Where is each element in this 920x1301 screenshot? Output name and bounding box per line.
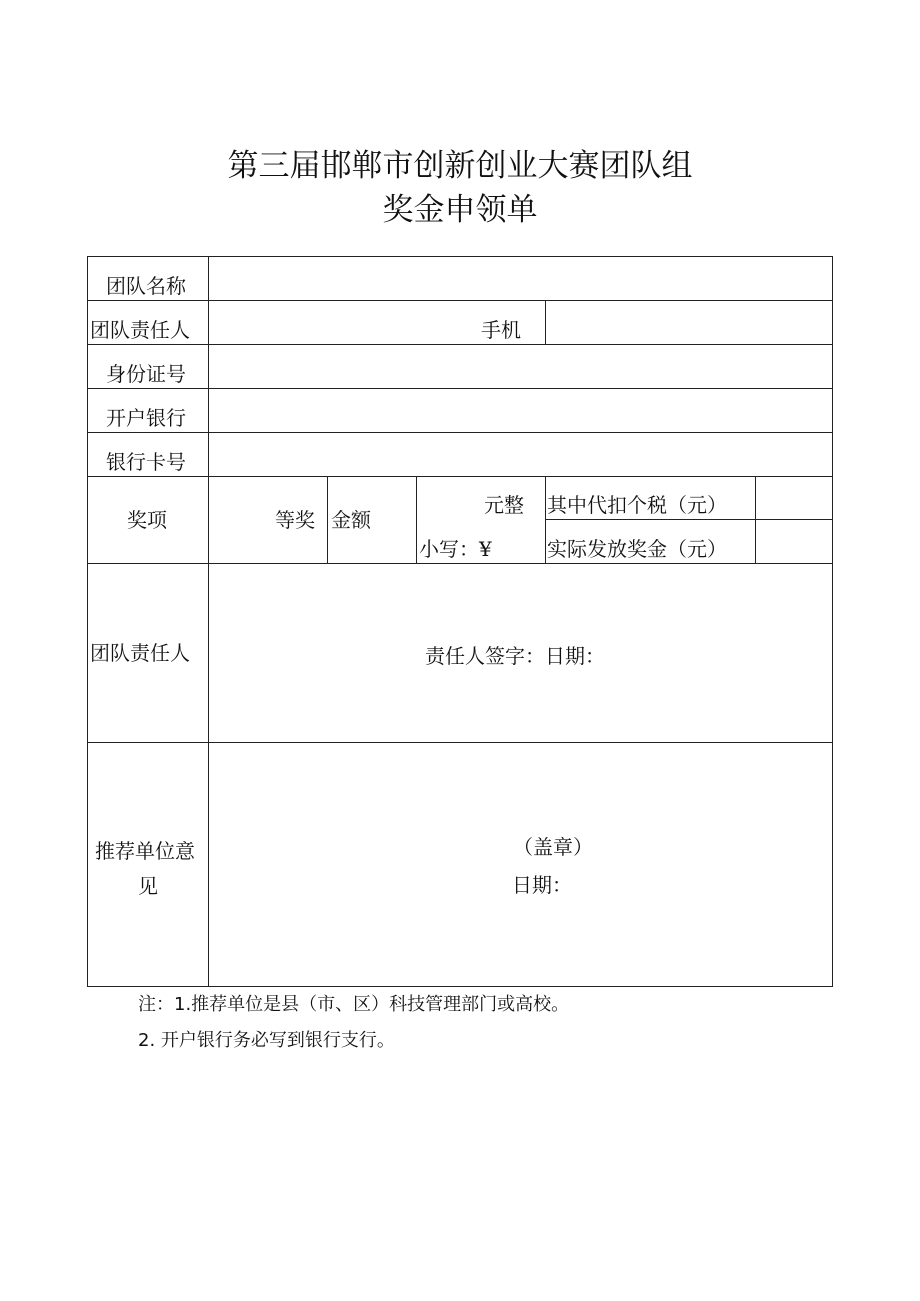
page-title: 第三届邯郸市创新创业大赛团队组 [227,148,693,184]
column-divider [545,476,546,563]
yuan-zheng-label: 元整 [484,493,524,517]
column-divider [416,476,417,563]
date-label: 日期： [512,873,572,897]
recommend-label-continued: 见 [138,874,158,898]
card-number-label: 银行卡号 [106,450,186,474]
column-divider [755,476,756,563]
row-divider [87,563,832,564]
small-write-label: 小写：¥ [419,537,492,561]
seal-label: （盖章） [513,835,593,859]
phone-label: 手机 [481,318,521,342]
table-border-top [87,256,832,257]
note-2: 2. 开户银行务必写到银行支行。 [138,1030,395,1051]
award-label: 奖项 [127,508,167,532]
team-name-label: 团队名称 [106,274,186,298]
column-divider [327,476,328,563]
recommend-label: 推荐单位意 [95,839,195,863]
team-leader-label: 团队责任人 [90,318,190,342]
prize-level-label: 等奖 [275,508,315,532]
row-divider [87,432,832,433]
bank-label: 开户银行 [106,406,186,430]
tax-label: 其中代扣个税（元） [547,493,727,517]
signature-label: 责任人签字：日期： [425,644,605,668]
column-divider [545,300,546,344]
actual-award-label: 实际发放奖金（元） [547,537,727,561]
row-divider [87,476,832,477]
note-1: 注：1.推荐单位是县（市、区）科技管理部门或高校。 [138,994,570,1015]
table-border-left [87,256,88,986]
team-leader-row-label: 团队责任人 [90,641,190,665]
row-divider [87,742,832,743]
column-divider [208,256,209,986]
row-divider [87,388,832,389]
row-divider [87,344,832,345]
table-border-bottom [87,986,832,987]
id-number-label: 身份证号 [106,362,186,386]
amount-label: 金额 [331,508,371,532]
page-subtitle: 奖金申领单 [382,192,538,228]
table-border-right [832,256,833,987]
row-divider [545,519,832,520]
row-divider [87,300,832,301]
